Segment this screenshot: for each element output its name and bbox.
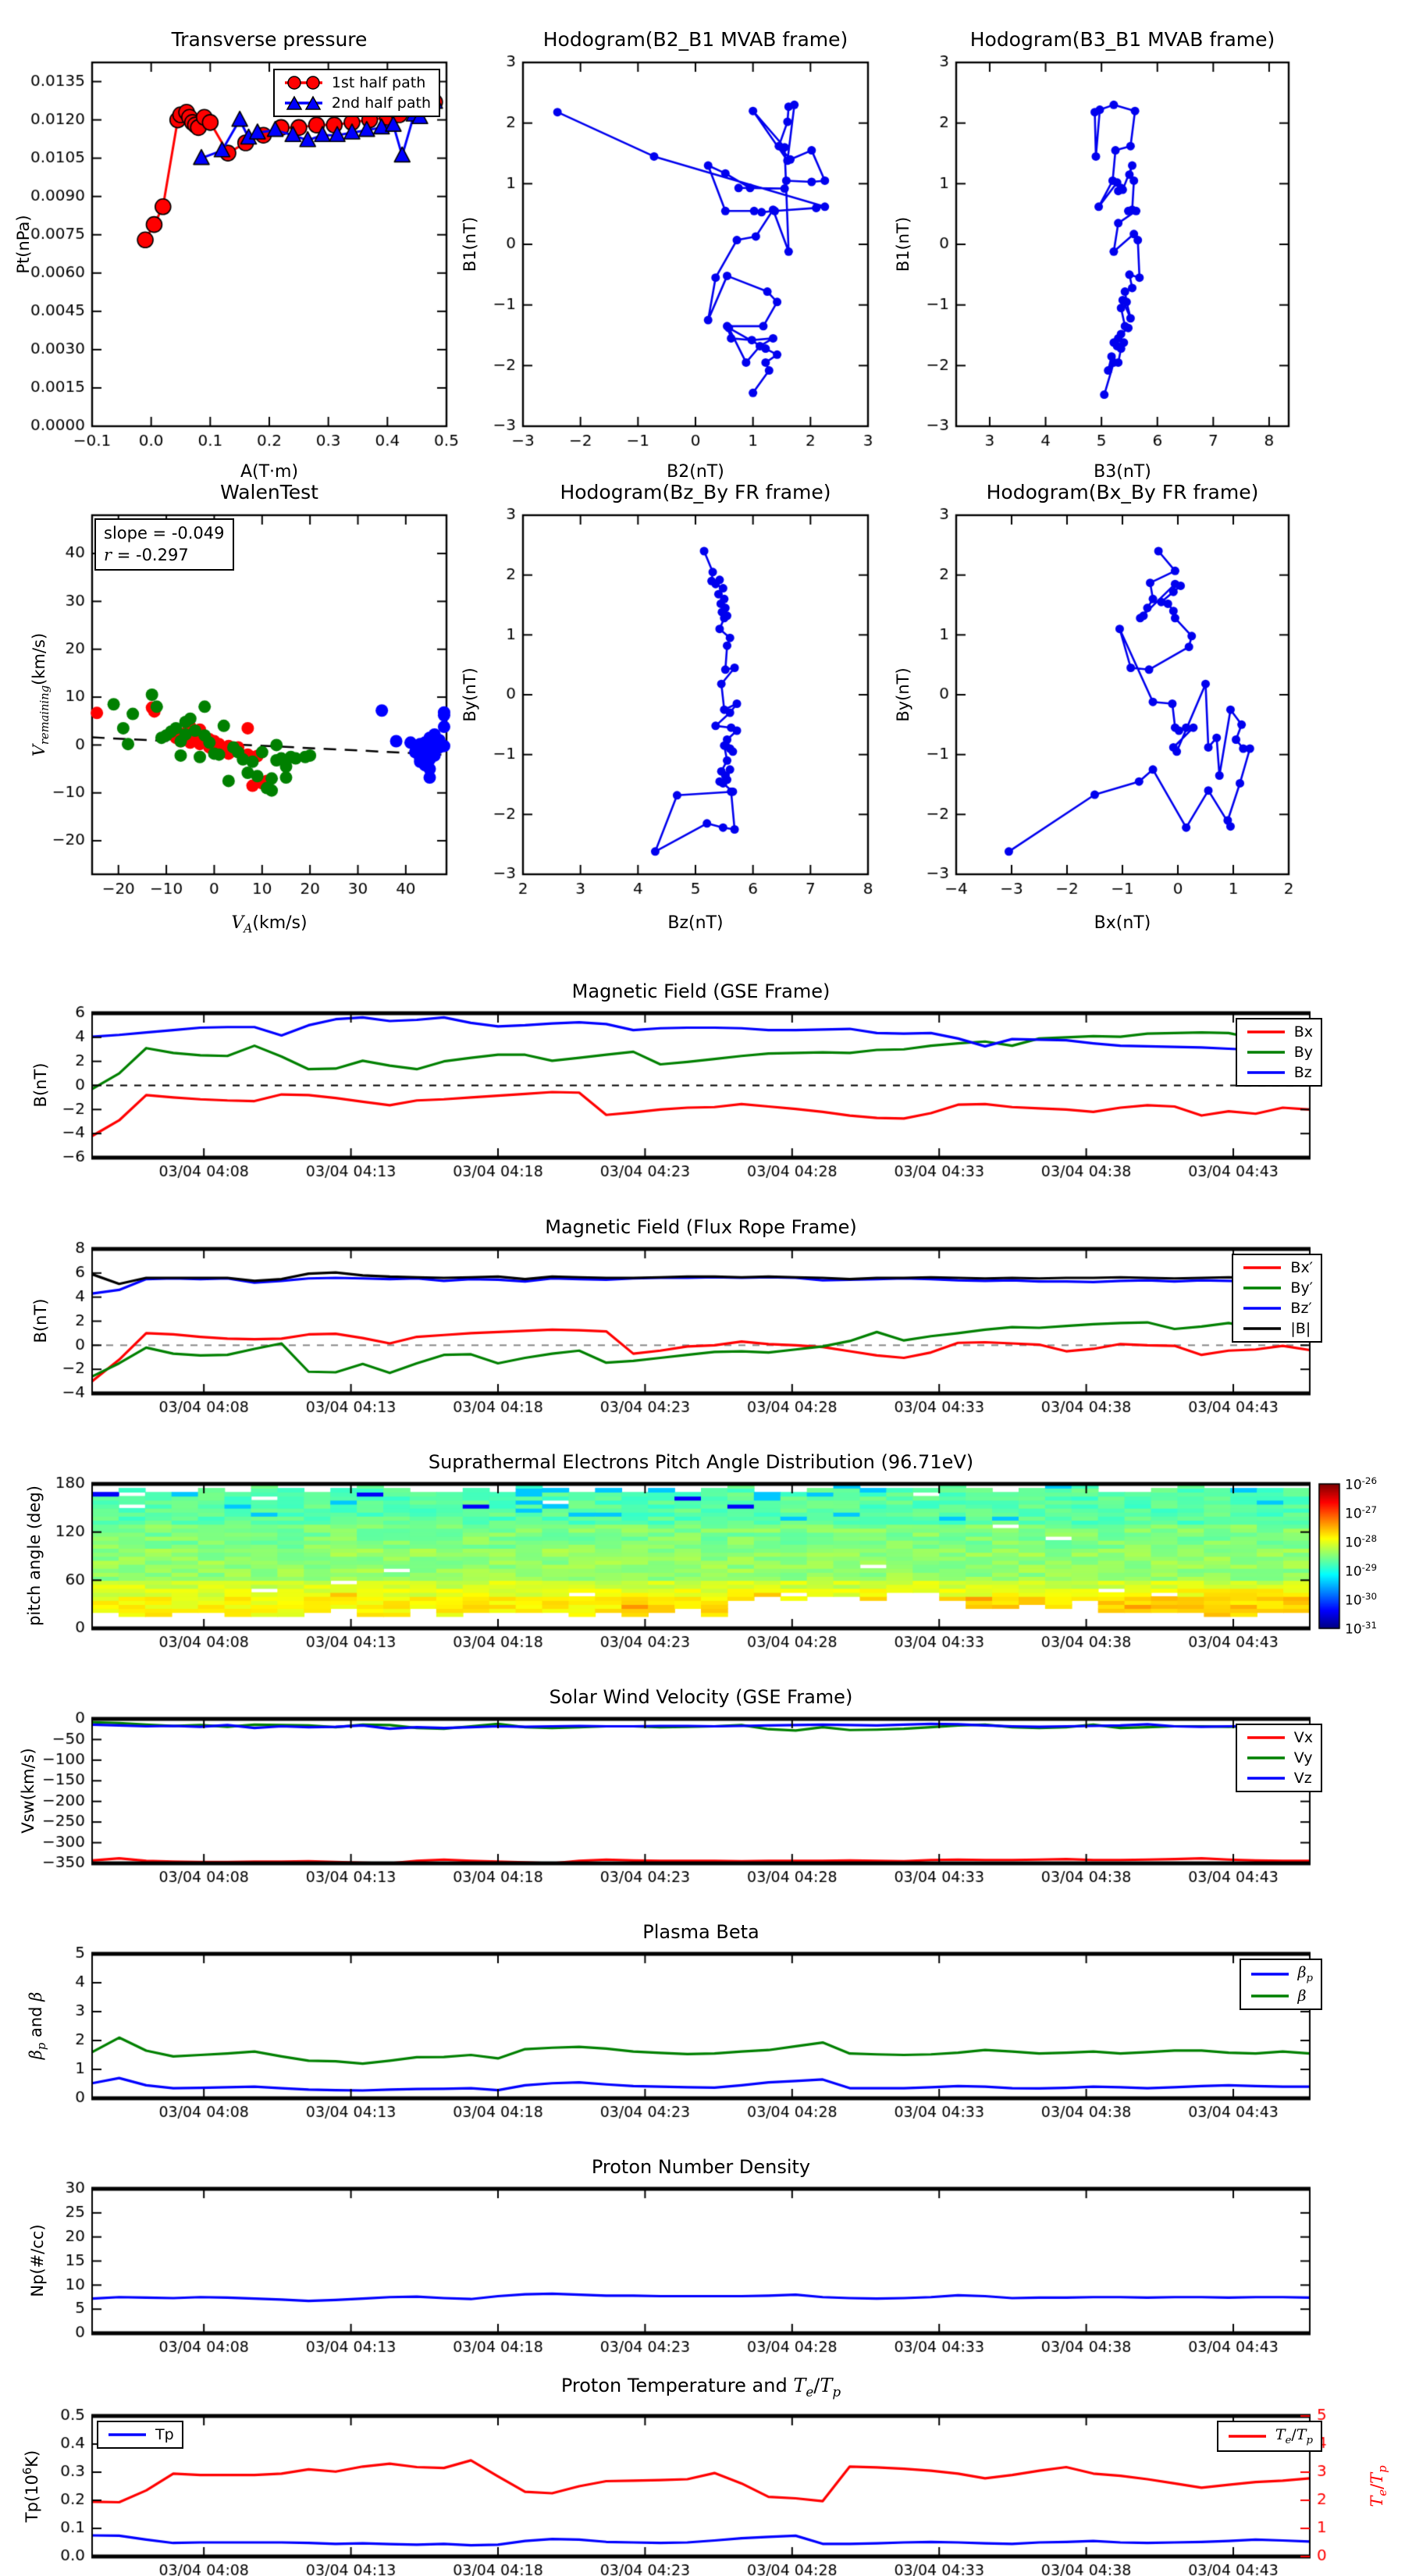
sepad-colorbar <box>1319 1484 1339 1628</box>
b2-xlabel: B2(nT) <box>667 462 724 482</box>
legend-swatch-icon <box>1245 1770 1287 1787</box>
transverse-pressure-title: Transverse pressure <box>171 28 368 51</box>
label-fragment: T <box>1296 2426 1307 2443</box>
legend-entry <box>1241 1320 1313 1337</box>
label-fragment: β <box>26 1991 45 2001</box>
sepad-ylabel: pitch angle (deg) <box>25 1485 44 1626</box>
colorbar-tick-label: $10^{-30}$ <box>1345 1591 1378 1609</box>
hodogram-bzby-plot <box>523 515 868 874</box>
label-fragment: remaining <box>38 685 52 745</box>
label-fragment: T <box>1367 2496 1386 2507</box>
label-fragment: e <box>806 2383 814 2400</box>
np-ylabel: Np(#/cc) <box>28 2224 47 2297</box>
tp-legend <box>97 2421 183 2449</box>
legend-entry <box>106 2426 174 2443</box>
legend-swatch-icon <box>1245 1023 1287 1041</box>
legend-entry <box>1245 1749 1313 1767</box>
legend-entry <box>1245 1729 1313 1746</box>
label-fragment: r <box>104 546 112 565</box>
legend-swatch-icon <box>1245 1729 1287 1746</box>
tetp-legend <box>1217 2421 1322 2452</box>
colorbar-tick-label: $10^{-29}$ <box>1345 1562 1378 1580</box>
hodogram-b3b1-title: Hodogram(B3_B1 MVAB frame) <box>969 28 1275 51</box>
mf-gse-ylabel: B(nT) <box>31 1062 50 1108</box>
label-fragment: K) <box>23 2450 41 2467</box>
colorbar-tick-label: $10^{-31}$ <box>1345 1620 1378 1638</box>
label-fragment: and <box>26 2001 45 2043</box>
label-fragment: p <box>1376 2465 1390 2473</box>
hodogram-bxby-title: Hodogram(Bx_By FR frame) <box>986 481 1259 503</box>
legend-entry <box>1245 1770 1313 1787</box>
tp-ylabel <box>21 2450 41 2522</box>
mf-fr-ylabel: B(nT) <box>31 1298 50 1343</box>
legend-swatch-icon <box>1241 1300 1283 1317</box>
bx-xlabel: Bx(nT) <box>1094 913 1151 933</box>
label-fragment: A <box>244 921 253 936</box>
legend-entry <box>1249 1987 1314 2005</box>
legend-entry-label: Bz <box>1293 1064 1312 1081</box>
colorbar-tick-label: $10^{-28}$ <box>1345 1533 1378 1551</box>
legend-entry-label: |B| <box>1290 1320 1311 1337</box>
legend-entry <box>1249 1964 1314 1984</box>
legend-entry-label: Vz <box>1293 1770 1312 1787</box>
mf-gse-title: Magnetic Field (GSE Frame) <box>571 980 831 1002</box>
mf-gse-plot <box>92 1013 1310 1158</box>
label-fragment: β <box>26 2050 45 2060</box>
legend-swatch-icon <box>1245 1749 1287 1767</box>
swv-legend <box>1236 1724 1322 1792</box>
b1-ylabel-right: B1(nT) <box>894 216 912 272</box>
a-tm-xlabel: A(T·m) <box>240 462 299 482</box>
label-fragment: T <box>793 2375 806 2396</box>
label-fragment: Tp(10 <box>23 2475 41 2523</box>
beta-ylabel <box>27 1992 48 2060</box>
label-fragment: (km/s) <box>29 632 48 685</box>
label-fragment: e <box>1285 2434 1292 2446</box>
legend-entry-label: Bx′ <box>1290 1259 1313 1276</box>
sepad-title: Suprathermal Electrons Pitch Angle Distribution (96.71eV) <box>428 1451 974 1473</box>
legend-swatch-icon <box>1241 1279 1283 1297</box>
walen-slope-text: slope = -0.049 <box>104 524 225 543</box>
label-fragment: β <box>1297 1987 1307 2005</box>
legend-entry <box>1241 1259 1313 1276</box>
legend-entry <box>1245 1044 1313 1061</box>
label-fragment: p <box>832 2383 841 2400</box>
pt-title <box>92 2375 1310 2400</box>
label-fragment: T <box>820 2375 833 2396</box>
pnd-title: Proton Number Density <box>591 2156 811 2178</box>
b3-xlabel: B3(nT) <box>1094 462 1151 482</box>
transverse-pressure-legend <box>273 69 440 117</box>
legend-entry <box>1245 1064 1313 1081</box>
legend-swatch-icon <box>1241 1320 1283 1337</box>
legend-swatch-icon <box>106 2426 148 2443</box>
label-fragment: e <box>1376 2489 1390 2496</box>
legend-swatch-icon <box>283 74 325 91</box>
swv-title: Solar Wind Velocity (GSE Frame) <box>549 1686 853 1708</box>
legend-entry <box>283 74 431 91</box>
label-fragment: Proton Temperature and <box>560 2375 794 2396</box>
by-ylabel-right: By(nT) <box>894 667 912 722</box>
legend-swatch-icon <box>1241 1259 1283 1276</box>
swv-plot <box>92 1719 1310 1863</box>
label-fragment: V <box>29 744 48 757</box>
label-fragment: p <box>1306 2434 1313 2446</box>
hodogram-b3b1-plot <box>956 62 1289 426</box>
legend-entry <box>1226 2426 1313 2446</box>
legend-entry-label: 1st half path <box>331 74 426 91</box>
mf-fr-plot <box>92 1249 1310 1393</box>
legend-entry-label: Bx <box>1293 1023 1313 1041</box>
bz-xlabel: Bz(nT) <box>667 913 724 933</box>
label-fragment: / <box>1291 2426 1297 2443</box>
va-xlabel <box>92 913 446 935</box>
by-ylabel-mid: By(nT) <box>461 667 479 722</box>
legend-swatch-icon <box>1249 1966 1291 1983</box>
hodogram-bxby-plot <box>956 515 1289 874</box>
label-fragment: V <box>231 913 244 933</box>
sepad-plot <box>92 1484 1310 1628</box>
label-fragment: p <box>1306 1972 1313 1984</box>
hodogram-b2b1-plot <box>523 62 868 426</box>
label-fragment: (km/s) <box>252 913 308 933</box>
colorbar-tick-label: $10^{-26}$ <box>1345 1475 1378 1493</box>
hodogram-bzby-title: Hodogram(Bz_By FR frame) <box>560 481 831 503</box>
legend-entry-label <box>1298 1987 1307 2005</box>
plasma-beta-plot <box>92 1954 1310 2098</box>
legend-swatch-icon <box>1245 1064 1287 1081</box>
legend-entry-label: Tp <box>155 2426 174 2443</box>
tetp-right-ylabel <box>1368 2465 1389 2507</box>
mf-gse-legend <box>1236 1018 1322 1087</box>
hodogram-b2b1-title: Hodogram(B2_B1 MVAB frame) <box>542 28 848 51</box>
legend-swatch-icon <box>1245 1044 1287 1061</box>
label-fragment: p <box>35 2042 49 2051</box>
mf-fr-title: Magnetic Field (Flux Rope Frame) <box>545 1216 857 1238</box>
legend-entry-label <box>1298 1964 1314 1984</box>
legend-entry <box>1241 1279 1313 1297</box>
legend-swatch-icon <box>283 94 325 112</box>
walen-annotation <box>94 518 234 571</box>
legend-entry-label <box>1275 2426 1313 2446</box>
label-fragment: T <box>1367 2472 1386 2484</box>
legend-swatch-icon <box>1226 2428 1268 2445</box>
legend-entry-label: 2nd half path <box>331 94 431 112</box>
walen-test-title: WalenTest <box>220 481 318 503</box>
legend-entry <box>1241 1300 1313 1317</box>
pnd-plot <box>92 2189 1310 2333</box>
label-fragment: T <box>1275 2426 1286 2443</box>
b1-ylabel-mid: B1(nT) <box>461 216 479 272</box>
legend-entry <box>1245 1023 1313 1041</box>
mf-fr-legend <box>1232 1254 1322 1343</box>
plasma-beta-title: Plasma Beta <box>642 1921 759 1943</box>
legend-entry-label: Vx <box>1293 1729 1313 1746</box>
label-fragment: / <box>813 2375 820 2396</box>
legend-swatch-icon <box>1249 1987 1291 2005</box>
legend-entry-label: By′ <box>1290 1279 1313 1297</box>
v-remaining-ylabel <box>30 633 52 756</box>
legend-entry <box>283 94 431 112</box>
swv-ylabel: Vsw(km/s) <box>19 1748 37 1834</box>
label-fragment: β <box>1297 1964 1307 1981</box>
walen-r-text <box>104 544 225 566</box>
legend-entry-label: Vy <box>1293 1749 1313 1767</box>
label-fragment: = -0.297 <box>112 546 189 565</box>
label-fragment: / <box>1367 2483 1386 2489</box>
pt-plot <box>92 2416 1310 2556</box>
label-fragment: 6 <box>21 2467 34 2475</box>
beta-legend <box>1240 1959 1323 2010</box>
legend-entry-label: By <box>1293 1044 1313 1061</box>
pt-npa-ylabel: Pt(nPa) <box>14 215 33 274</box>
colorbar-tick-label: $10^{-27}$ <box>1345 1504 1378 1522</box>
legend-entry-label: Bz′ <box>1290 1300 1312 1317</box>
